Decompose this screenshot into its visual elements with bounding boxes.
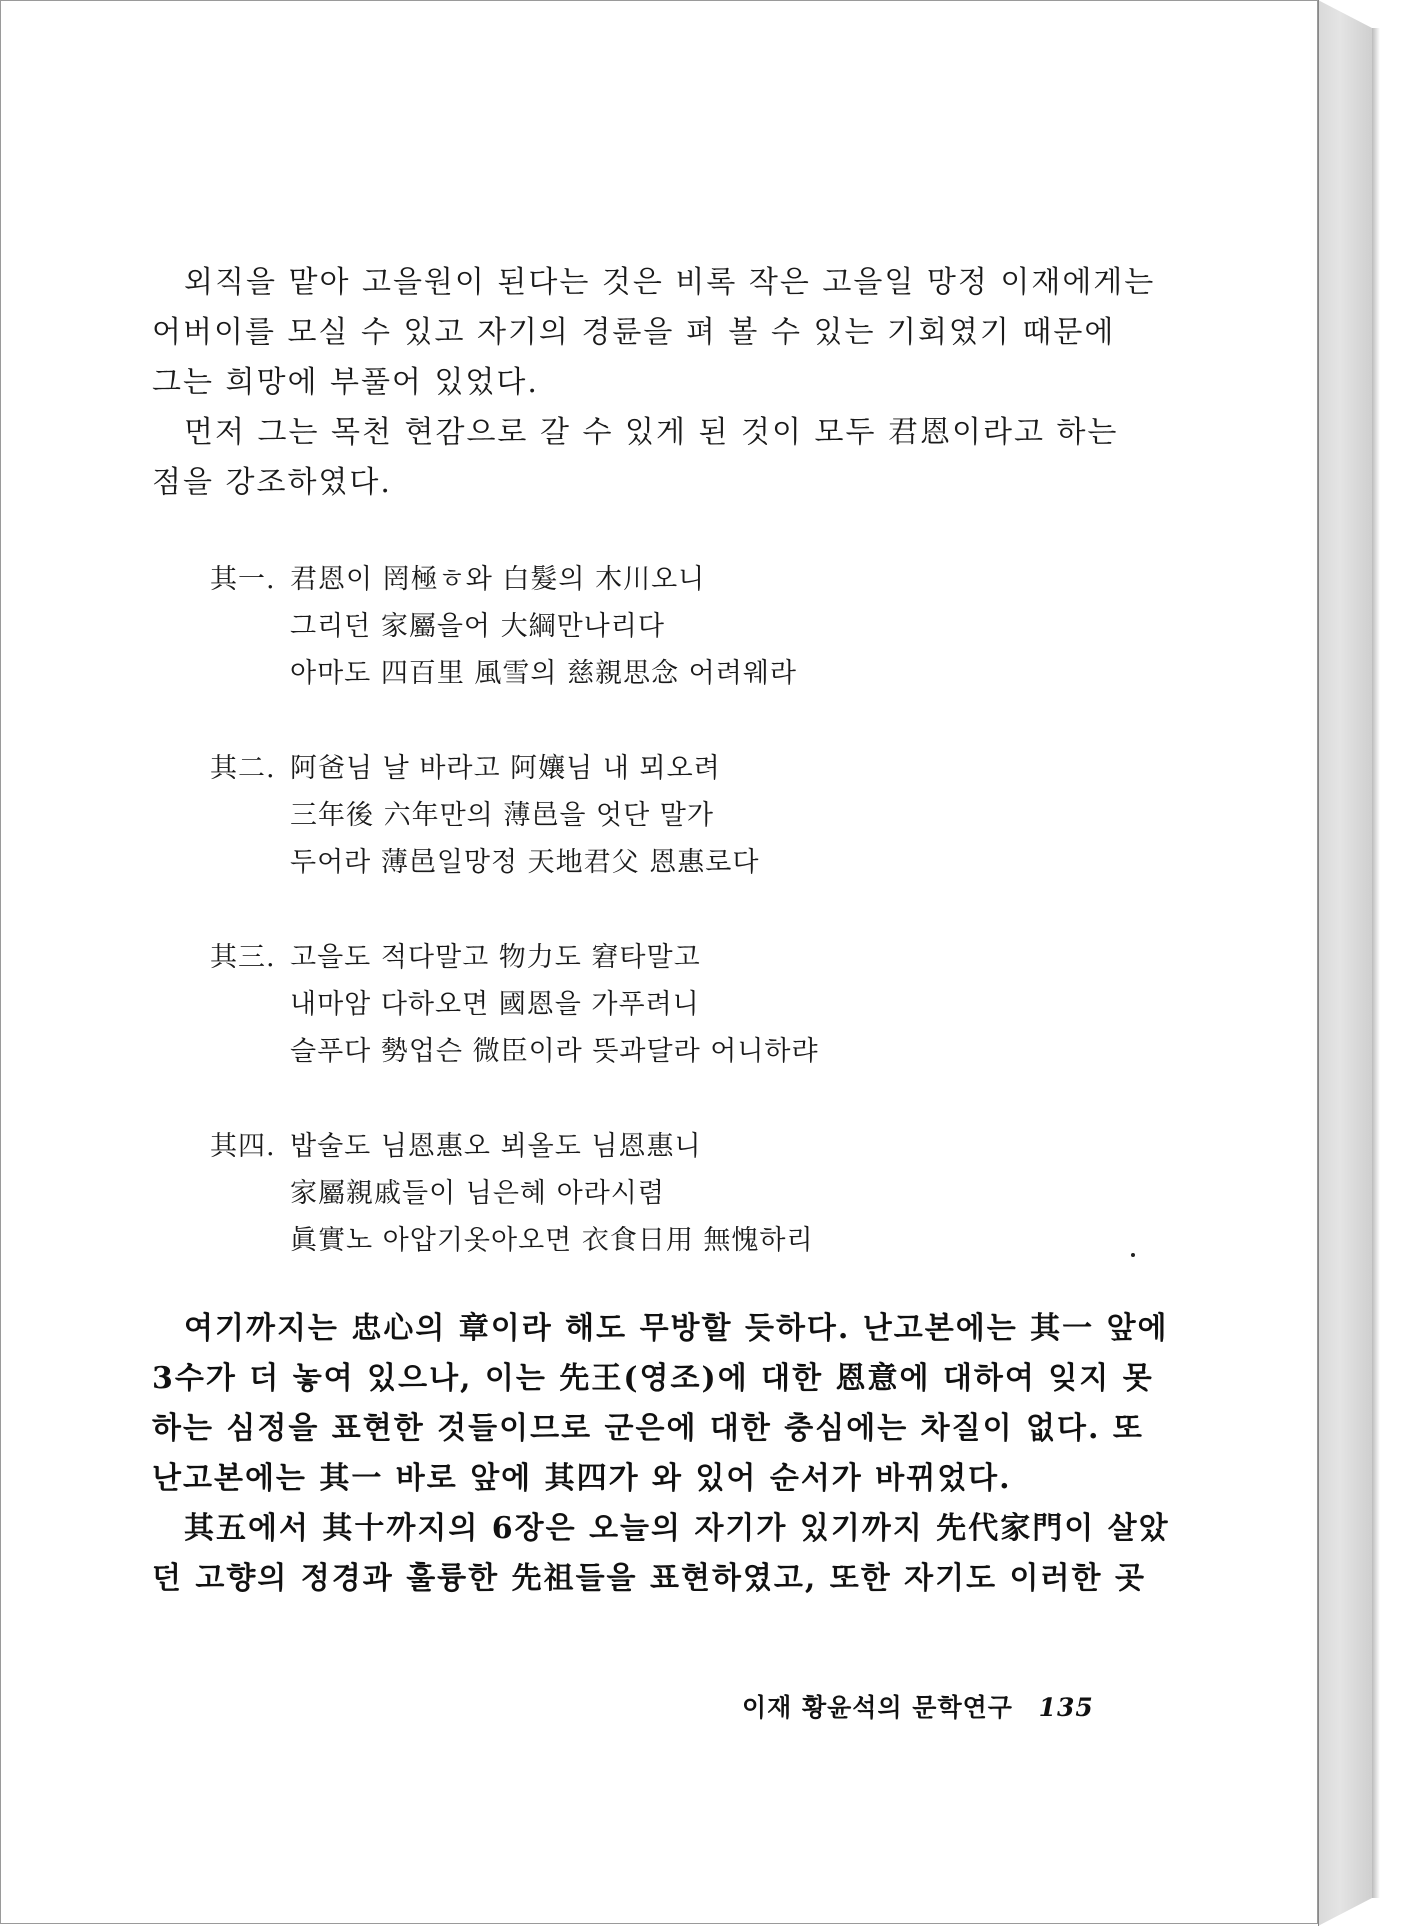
page-body [152,258,1170,1604]
poem-line [210,1170,1112,1217]
stanza-number: 其四. [210,1131,276,1162]
poem-text: 밥술도 님恩惠오 뵈올도 님恩惠니 [290,1131,702,1162]
page-shadow [1372,28,1380,1898]
poem-line [210,1217,1112,1264]
poem-line [210,792,1112,839]
poem-line [210,650,1112,697]
poem-text: 슬푸다 勢업슨 微臣이라 뜻과달라 어니하랴 [290,1036,819,1067]
text-line: 먼저 그는 목천 현감으로 갈 수 있게 된 것이 모두 君恩이라고 하는 [184,415,1119,450]
poem-text: 眞實노 아압기옷아오면 衣食日用 無愧하리 [290,1225,814,1256]
text-line: 3수가 더 놓여 있으나, 이는 先王(영조)에 대한 恩意에 대하여 잊지 못 [152,1361,1154,1396]
poem-text: 君恩이 罔極ㅎ와 白髮의 木川오니 [290,564,706,595]
poem-text: 아마도 四百里 風雪의 慈親思念 어려웨라 [290,658,797,689]
text-line: 점을 강조하였다. [152,465,392,500]
poem-line [210,1123,1112,1170]
paragraph-group [152,1304,1170,1604]
stanza-number: 其一. [210,564,276,595]
poem-stanza [210,1123,1112,1264]
text-line: 그는 희망에 부풀어 있었다. [152,365,539,400]
paragraph [152,1304,1169,1504]
poem-line [210,556,1112,603]
page-number: 135 [1038,1693,1094,1722]
page-edge-line [1318,0,1319,1926]
text-line: 하는 심정을 표현한 것들이므로 군은에 대한 충심에는 차질이 없다. 또 [152,1411,1144,1446]
paragraph [152,1504,1170,1604]
poem-line [210,839,1112,886]
poem-stanza [210,934,1112,1075]
paragraph [152,258,1156,408]
poem-section [210,556,1112,1264]
poem-stanza [210,556,1112,697]
poem-text: 三年後 六年만의 薄邑을 엇단 말가 [290,800,714,831]
page-footer [742,1688,1094,1724]
text-line: 어버이를 모실 수 있고 자기의 경륜을 펴 볼 수 있는 기회였기 때문에 [152,315,1116,350]
paragraph [152,408,1119,508]
poem-line [210,981,1112,1028]
text-line: 외직을 맡아 고을원이 된다는 것은 비록 작은 고을일 망정 이재에게는 [184,265,1156,300]
poem-text: 그리던 家屬을어 大綱만나리다 [290,611,665,642]
text-line: 여기까지는 忠心의 章이라 해도 무방할 듯하다. 난고본에는 其一 앞에 [184,1311,1169,1346]
stray-mark [1131,1253,1135,1257]
stanza-number: 其二. [210,753,276,784]
page-edge-stack [1318,0,1372,1926]
poem-text: 고을도 적다말고 物力도 窘타말고 [290,942,701,973]
poem-text: 내마암 다하오면 國恩을 가푸려니 [290,989,700,1020]
poem-line [210,934,1112,981]
poem-stanza [210,745,1112,886]
text-line: 난고본에는 其一 바로 앞에 其四가 와 있어 순서가 바뀌었다. [152,1461,1012,1496]
poem-text: 阿爸님 날 바라고 阿孃님 내 뫼오려 [290,753,721,784]
poem-text: 家屬親戚들이 님은혜 아라시렴 [290,1178,665,1209]
poem-line [210,745,1112,792]
poem-line [210,1028,1112,1075]
poem-text: 두어라 薄邑일망정 天地君父 恩惠로다 [290,847,760,878]
running-title: 이재 황윤석의 문학연구 [742,1693,1013,1722]
stanza-number: 其三. [210,942,276,973]
text-line: 던 고향의 정경과 훌륭한 先祖들을 표현하였고, 또한 자기도 이러한 곳 [152,1561,1146,1596]
text-line: 其五에서 其十까지의 6장은 오늘의 자기가 있기까지 先代家門이 살았 [184,1511,1170,1546]
poem-line [210,603,1112,650]
